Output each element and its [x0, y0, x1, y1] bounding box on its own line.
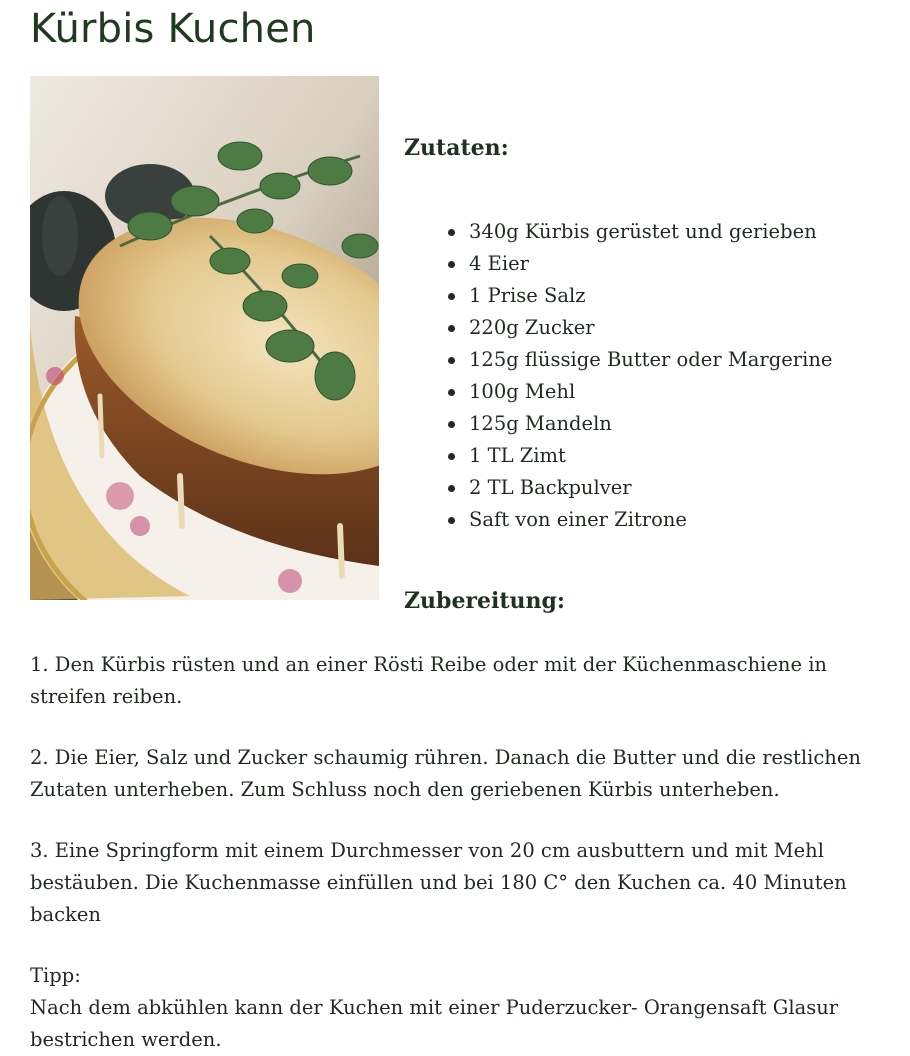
- cake-photo: [30, 76, 379, 600]
- ingredient-text: 1 TL Zimt: [469, 444, 566, 467]
- bullet-icon: [448, 293, 455, 300]
- ingredient-text: Saft von einer Zitrone: [469, 508, 687, 531]
- page-title: Kürbis Kuchen: [30, 6, 316, 52]
- list-item: [444, 376, 832, 408]
- list-item: [444, 472, 832, 504]
- list-item: [444, 504, 832, 536]
- bullet-icon: [448, 453, 455, 460]
- step-3: 3. Eine Springform mit einem Durchmesser von 20 cm ausbuttern und mit Mehl bestäuben. Die Kuchenmasse einfüllen und bei 180 C° den Kuchen ca. 40 Minuten backen: [30, 839, 847, 926]
- zubereitung-heading: Zubereitung:: [404, 588, 566, 614]
- list-item: [444, 216, 832, 248]
- zutaten-heading: Zutaten:: [404, 135, 509, 161]
- list-item: [444, 408, 832, 440]
- bullet-icon: [448, 389, 455, 396]
- bullet-icon: [448, 325, 455, 332]
- bullet-icon: [448, 229, 455, 236]
- ingredient-text: 100g Mehl: [469, 380, 576, 403]
- bullet-icon: [448, 421, 455, 428]
- bullet-icon: [448, 261, 455, 268]
- list-item: [444, 280, 832, 312]
- ingredient-text: 220g Zucker: [469, 316, 595, 339]
- preparation-steps: [30, 649, 880, 1056]
- tip-text: Nach dem abkühlen kann der Kuchen mit einer Puderzucker- Orangensaft Glasur bestrichen werden.: [30, 996, 839, 1051]
- ingredient-text: 340g Kürbis gerüstet und gerieben: [469, 220, 817, 243]
- bullet-icon: [448, 485, 455, 492]
- bullet-icon: [448, 517, 455, 524]
- ingredient-text: 125g flüssige Butter oder Margerine: [469, 348, 833, 371]
- ingredient-text: 2 TL Backpulver: [469, 476, 632, 499]
- list-item: [444, 440, 832, 472]
- ingredient-text: 125g Mandeln: [469, 412, 612, 435]
- tip-label: Tipp:: [30, 964, 81, 987]
- step-1: 1. Den Kürbis rüsten und an einer Rösti Reibe oder mit der Küchenmaschiene in streifen reiben.: [30, 653, 827, 708]
- list-item: [444, 312, 832, 344]
- step-2: 2. Die Eier, Salz und Zucker schaumig rühren. Danach die Butter und die restlichen Zutaten unterheben. Zum Schluss noch den geriebenen Kürbis unterheben.: [30, 746, 861, 801]
- ingredient-text: 4 Eier: [469, 252, 529, 275]
- list-item: [444, 248, 832, 280]
- ingredient-list: [444, 216, 832, 536]
- list-item: [444, 344, 832, 376]
- bullet-icon: [448, 357, 455, 364]
- cake-image: [30, 76, 379, 600]
- ingredient-text: 1 Prise Salz: [469, 284, 586, 307]
